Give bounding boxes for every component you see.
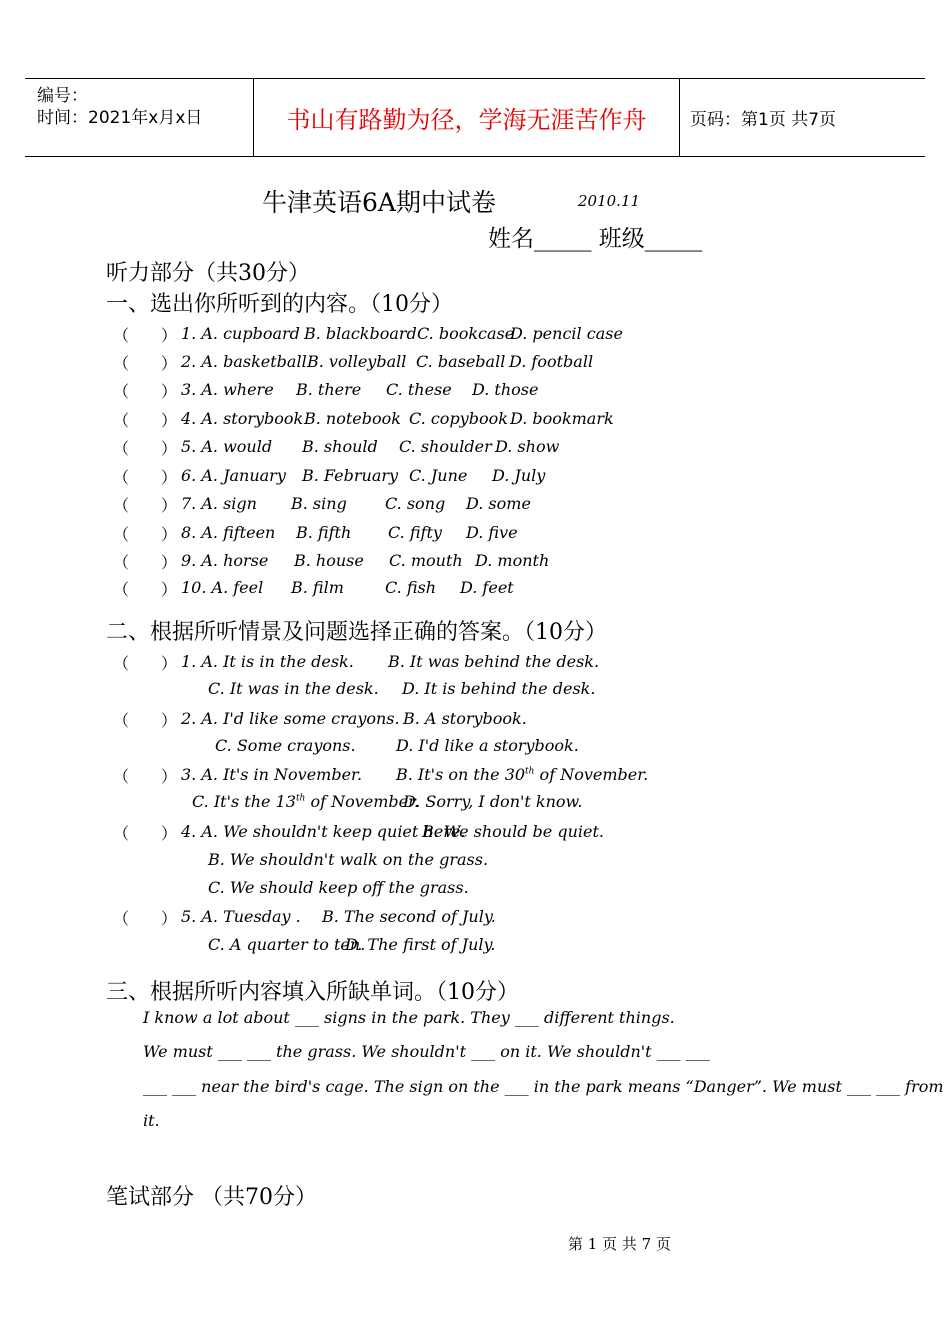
q3-option-d: D. Sorry, I don't know. [403, 792, 583, 811]
part1-q10-option-b: B. film [291, 578, 344, 597]
part1-q6-option-a: 6. A. January [181, 466, 286, 485]
part1-q7-option-a: 7. A. sign [181, 494, 257, 513]
answer-paren-open: （ [113, 354, 130, 373]
q4-option-b: B. We should be quiet. [422, 822, 604, 841]
listening-title: 听力部分（共30分） [106, 261, 310, 286]
answer-paren-open: （ [113, 496, 130, 515]
answer-paren-close: ） [161, 909, 178, 928]
part1-q2-option-c: C. baseball [416, 352, 506, 371]
part1-q1-option-d: D. pencil case [510, 324, 623, 343]
part1-q7-option-c: C. song [385, 494, 446, 513]
answer-paren-close: ） [161, 553, 178, 572]
part1-q2-option-a: 2. A. basketball [181, 352, 307, 371]
page-footer: 第 1 页 共 7 页 [568, 1235, 671, 1253]
part1-q2-option-d: D. football [509, 352, 594, 371]
part1-q9-option-a: 9. A. horse [181, 551, 269, 570]
part1-q3-option-c: C. these [386, 380, 452, 399]
answer-paren-open: （ [113, 439, 130, 458]
part1-q6-option-d: D. July [492, 466, 546, 485]
q2-option-d: D. I'd like a storybook. [396, 736, 579, 755]
q3-option-b: B. It's on the 30th of November. [396, 765, 649, 784]
part1-q7-option-b: B. sing [291, 494, 347, 513]
q3-option-c: C. It's the 13th of November. [192, 792, 420, 811]
answer-paren-close: ） [161, 711, 178, 730]
q2-option-b: B. A storybook. [403, 709, 527, 728]
answer-paren-open: （ [113, 411, 130, 430]
part1-q9-option-d: D. month [475, 551, 550, 570]
part1-q8-option-c: C. fifty [388, 523, 442, 542]
answer-paren-open: （ [113, 824, 130, 843]
answer-paren-open: （ [113, 654, 130, 673]
part1-title: 一、选出你所听到的内容。（10分） [106, 292, 453, 317]
part1-q6-option-c: C. June [409, 466, 468, 485]
part1-q4-option-a: 4. A. storybook [181, 409, 304, 428]
page-label: 页码：第1页 共7页 [690, 110, 837, 130]
answer-paren-open: （ [113, 553, 130, 572]
part1-q10-option-c: C. fish [385, 578, 437, 597]
answer-paren-open: （ [113, 767, 130, 786]
motto: 书山有路勤为径，学海无涯苦作舟 [254, 79, 680, 156]
part1-q9-option-b: B. house [294, 551, 364, 570]
answer-paren-close: ） [161, 654, 178, 673]
part1-q2-option-b: B. volleyball [307, 352, 407, 371]
answer-paren-close: ） [161, 824, 178, 843]
part1-q4-option-c: C. copybook [409, 409, 508, 428]
q4-option-c: C. We should keep off the grass. [208, 878, 469, 897]
exam-date: 2010.11 [578, 192, 641, 210]
answer-paren-close: ） [161, 411, 178, 430]
q2-option-c: C. Some crayons. [215, 736, 356, 755]
q4-option-a: 4. A. We shouldn't keep quiet here. [181, 822, 466, 841]
q5-option-a: 5. A. Tuesday . [181, 907, 301, 926]
part1-q5-option-b: B. should [302, 437, 378, 456]
fill-line-2: We must ___ ___ the grass. We shouldn't ___ on it. We shouldn't ___ ___ [143, 1042, 710, 1061]
answer-paren-close: ） [161, 496, 178, 515]
part1-q1-option-b: B. blackboard [304, 324, 417, 343]
q3-option-a: 3. A. It's in November. [181, 765, 363, 784]
answer-paren-open: （ [113, 382, 130, 401]
answer-paren-close: ） [161, 468, 178, 487]
part1-q8-option-d: D. five [466, 523, 518, 542]
code-label: 编号： [37, 86, 88, 106]
part1-q5-option-c: C. shoulder [399, 437, 492, 456]
time-label: 时间：2021年x月x日 [37, 108, 203, 128]
answer-paren-open: （ [113, 468, 130, 487]
part1-q7-option-d: D. some [466, 494, 531, 513]
fill-line-4: it. [143, 1111, 160, 1130]
part1-q3-option-b: B. there [296, 380, 362, 399]
fill-line-3: ___ ___ near the bird's cage. The sign on the ___ in the park means “Danger”. We must ___ ___ from [143, 1077, 944, 1096]
part1-q8-option-b: B. fifth [296, 523, 352, 542]
q1-option-d: D. It is behind the desk. [402, 679, 596, 698]
answer-paren-open: （ [113, 580, 130, 599]
answer-paren-close: ） [161, 767, 178, 786]
part1-q3-option-a: 3. A. where [181, 380, 274, 399]
q5-option-c: C. A quarter to ten. [208, 935, 366, 954]
answer-paren-open: （ [113, 326, 130, 345]
q1-option-a: 1. A. It is in the desk. [181, 652, 354, 671]
fill-line-1: I know a lot about ___ signs in the park. They ___ different things. [143, 1008, 675, 1027]
q2-option-a: 2. A. I'd like some crayons. [181, 709, 400, 728]
answer-paren-close: ） [161, 580, 178, 599]
answer-paren-open: （ [113, 909, 130, 928]
part1-q5-option-a: 5. A. would [181, 437, 273, 456]
part1-q6-option-b: B. February [302, 466, 399, 485]
part1-q5-option-d: D. show [495, 437, 560, 456]
part2-title: 二、根据所听情景及问题选择正确的答案。（10分） [106, 620, 607, 645]
q1-option-c: C. It was in the desk. [208, 679, 379, 698]
part1-q10-option-a: 10. A. feel [181, 578, 264, 597]
answer-paren-open: （ [113, 525, 130, 544]
part1-q3-option-d: D. those [472, 380, 539, 399]
part1-q8-option-a: 8. A. fifteen [181, 523, 276, 542]
written-title: 笔试部分 （共70分） [106, 1185, 317, 1210]
answer-paren-open: （ [113, 711, 130, 730]
part1-q1-option-a: 1. A. cupboard [181, 324, 300, 343]
answer-paren-close: ） [161, 326, 178, 345]
part1-q1-option-c: C. bookcase [417, 324, 515, 343]
part1-q4-option-d: D. bookmark [510, 409, 614, 428]
q5-option-d: D. The first of July. [345, 935, 496, 954]
q1-option-b: B. It was behind the desk. [388, 652, 600, 671]
page-title: 牛津英语6A期中试卷 [262, 188, 496, 217]
header-left-cell [25, 79, 254, 156]
answer-paren-close: ） [161, 525, 178, 544]
part1-q10-option-d: D. feet [460, 578, 514, 597]
part3-title: 三、根据所听内容填入所缺单词。（10分） [106, 980, 519, 1005]
answer-paren-close: ） [161, 354, 178, 373]
q5-option-b: B. The second of July. [322, 907, 496, 926]
part1-q9-option-c: C. mouth [389, 551, 463, 570]
part1-q4-option-b: B. notebook [304, 409, 401, 428]
answer-paren-close: ） [161, 382, 178, 401]
answer-paren-close: ） [161, 439, 178, 458]
name-class-line: 姓名_____ 班级_____ [488, 226, 703, 252]
header-table [25, 78, 925, 157]
q4-option-b2: B. We shouldn't walk on the grass. [208, 850, 489, 869]
